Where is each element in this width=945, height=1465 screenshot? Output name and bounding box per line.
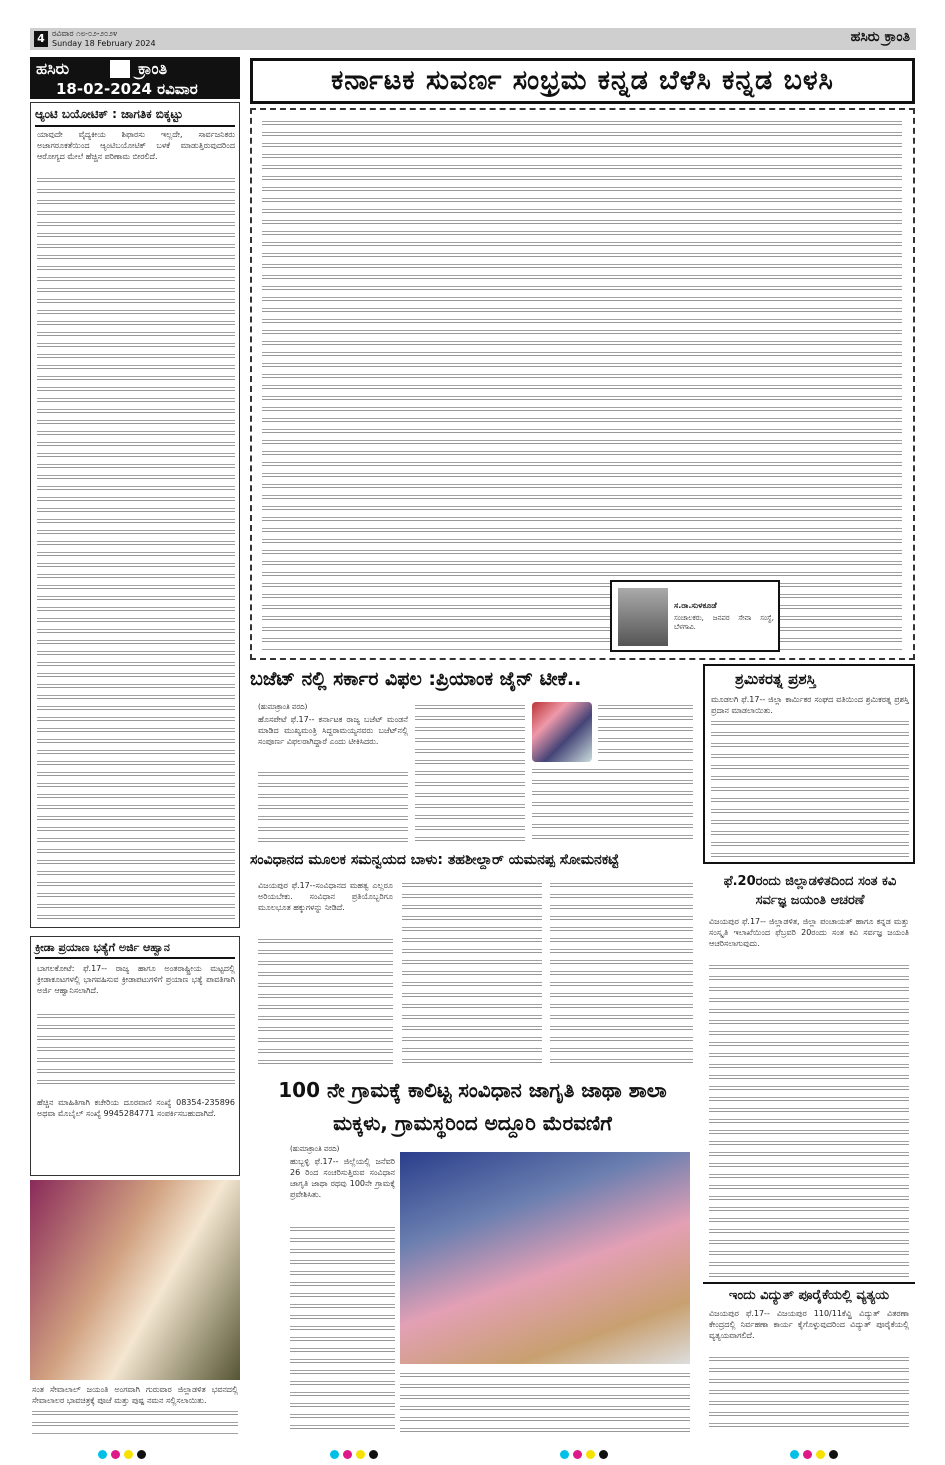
- feature-article-body: [262, 118, 902, 652]
- left-article-2: [30, 936, 240, 1176]
- date-line-english: Sunday 18 February 2024: [52, 39, 156, 48]
- gramam-article: [250, 1074, 695, 1439]
- left-article-1-lead: ಯಾವುದೇ ವೈದ್ಯಕೀಯ ಶಿಫಾರಸು ಇಲ್ಲದೇ, ಸಾರ್ವಜನಿಕರು ಅಜಾಗರೂಕತೆಯಿಂದ ಆ್ಯಂಟಿಬಯೋಟಿಕ್ ಬಳಕೆ ಮಾಡುತ್ತಿರುವುದರಿಂದ ಆರೋಗ್ಯದ ಮೇಲೆ ಹೆಚ್ಚಿನ ಪರಿಣಾಮ ಬೀರಲಿದೆ.: [37, 130, 235, 161]
- vidyut-body: [709, 1354, 909, 1434]
- page-number: 4: [34, 31, 48, 47]
- samvidhana-body-1: [258, 936, 393, 1064]
- left-article-2-lead: ಬಾಗಲಕೋಟೆ: ಫೆ.17-- ರಾಜ್ಯ ಹಾಗೂ ಅಂತರಾಷ್ಟ್ರೀಯ ಮಟ್ಟದಲ್ಲಿ ಕ್ರೀಡಾಕೂಟಗಳಲ್ಲಿ ಭಾಗವಹಿಸುವ ಕ್ರೀಡಾಪಟುಗಳಿಗೆ ಪ್ರಯಾಣ ಭತ್ಯೆ ಪಾವತಿಗಾಗಿ ಅರ್ಜಿ ಆಹ್ವಾನಿಸಲಾಗಿದೆ.: [37, 964, 235, 995]
- registration-dots-icon-2: [330, 1444, 382, 1463]
- shramik-title: ಶ್ರಮಿಕರತ್ನ ಪ್ರಶಸ್ತಿ: [735, 670, 816, 688]
- shramik-lead: ಮೂಡಲಗಿ ಫೆ.17-- ಜಿಲ್ಲಾ ಕಾರ್ಮಿಕರ ಸಂಘದ ವತಿಯಿಂದ ಶ್ರಮಿಕರತ್ನ ಪ್ರಶಸ್ತಿ ಪ್ರದಾನ ಮಾಡಲಾಯಿತು.: [711, 695, 909, 715]
- publication-name-right: ಹಸಿರು ಕ್ರಾಂತಿ: [850, 29, 910, 45]
- logo-emblem-icon: [110, 60, 130, 78]
- gramam-byline: (ಹುಮಾಕ್ರಾಂತಿ ವರದಿ): [290, 1145, 340, 1153]
- budget-body-2: [415, 702, 525, 844]
- vidyut-title: ಇಂದು ವಿದ್ಯುತ್ ಪೂರೈಕೆಯಲ್ಲಿ ವ್ಯತ್ಯಯ: [703, 1282, 915, 1303]
- samvidhana-body-3: [550, 880, 693, 1064]
- budget-body-4: [532, 766, 693, 844]
- left-article-2-title: ಕ್ರೀಡಾ ಪ್ರಯಾಣ ಭತ್ಯೆಗೆ ಅರ್ಜಿ ಆಹ್ವಾನ: [35, 941, 235, 959]
- left-article-2-contact: ಹೆಚ್ಚಿನ ಮಾಹಿತಿಗಾಗಿ ಕಚೇರಿಯ ದೂರವಾಣಿ ಸಂಖ್ಯೆ 08354-235896 ಅಥವಾ ಮೊಬೈಲ್ ಸಂಖ್ಯೆ 9945284771 ಸಂಪರ್ಕಿಸಬಹುದಾಗಿದೆ.: [37, 1098, 235, 1118]
- author-photo: [618, 588, 668, 646]
- shramik-article: [703, 664, 915, 864]
- samvidhana-lead: ವಿಜಯಪುರ ಫೆ.17--ಸಂವಿಧಾನದ ಮಹತ್ವ ಎಲ್ಲರೂ ಅರಿಯಬೇಕು. ಸಂವಿಧಾನ ಪ್ರತಿಯೊಬ್ಬರಿಗೂ ಮೂಲಭೂತ ಹಕ್ಕುಗಳನ್ನು ನೀಡಿದೆ.: [258, 881, 393, 912]
- author-role: ಸಂಚಾಲಕರು, ಜನಪರ ಸೇವಾ ಸಂಸ್ಥೆ, ಬೆಳಗಾವಿ.: [674, 614, 774, 631]
- left-article-2-body: [37, 1011, 235, 1091]
- samvidhana-headline: ಸಂವಿಧಾನದ ಮೂಲಕ ಸಮನ್ವಯದ ಬಾಳು: ತಹಶೀಲ್ದಾರ್ ಯಮನಪ್ಪ ಸೋಮನಕಟ್ಟೆ: [250, 852, 619, 868]
- vidyut-lead: ವಿಜಯಪುರ ಫೆ.17-- ವಿಜಯಪುರ 110/11ಕೆವ್ಹಿ ವಿದ್ಯುತ್ ವಿತರಣಾ ಕೇಂದ್ರದಲ್ಲಿ ನಿರ್ವಹಣಾ ಕಾರ್ಯ ಕೈಗೊಳ್ಳುವುದರಿಂದ ವಿದ್ಯುತ್ ಪೂರೈಕೆಯಲ್ಲಿ ವ್ಯತ್ಯಯವಾಗಲಿದೆ.: [709, 1309, 909, 1340]
- gramam-body-1: [290, 1224, 395, 1434]
- top-bar: [30, 28, 916, 50]
- gramam-body-2: [400, 1370, 690, 1434]
- author-name: ಸ.ರಾ.ಸುಳಕೂಡೆ: [674, 601, 717, 610]
- left-photo-caption: ಸಂತ ಸೇವಾಲಾಲ್ ಜಯಂತಿ ಅಂಗವಾಗಿ ಗುರುವಾರ ಜಿಲ್ಲಾಡಳಿತ ಭವನದಲ್ಲಿ ಸೇವಾಲಾಲರ ಭಾವಚಿತ್ರಕ್ಕೆ ಪೂಜೆ ಮತ್ತು ಪುಷ್ಪ ನಮನ ಸಲ್ಲಿಸಲಾಯಿತು.: [32, 1385, 238, 1405]
- budget-body-1: [258, 769, 408, 844]
- masthead-name-left: ಹಸಿರು: [36, 59, 70, 78]
- left-article-1-title: ಆ್ಯಂಟಿ ಬಯೋಟಿಕ್ : ಜಾಗತಿಕ ಬಿಕ್ಕಟ್ಟು: [35, 107, 235, 127]
- feb20-body: [709, 962, 909, 1278]
- masthead: [30, 57, 240, 99]
- feb20-lead: ವಿಜಯಪುರ ಫೆ.17-- ಜಿಲ್ಲಾಡಳಿತ, ಜಿಲ್ಲಾ ಪಂಚಾಯತ್ ಹಾಗೂ ಕನ್ನಡ ಮತ್ತು ಸಂಸ್ಕೃತಿ ಇಲಾಖೆಯಿಂದ ಫೆಬ್ರವರಿ 20ರಂದು ಸಂತ ಕವಿ ಸರ್ವಜ್ಞ ಜಯಂತಿ ಆಚರಿಸಲಾಗುವುದು.: [709, 917, 909, 948]
- masthead-date: 18-02-2024 ರವಿವಾರ: [56, 80, 198, 98]
- feb20-title: ಫೆ.20ರಂದು ಜಿಲ್ಲಾಡಳಿತದಿಂದ ಸಂತ ಕವಿ ಸರ್ವಜ್ಞ ಜಯಂತಿ ಆಚರಣೆ: [723, 874, 897, 908]
- registration-dots-icon-4: [790, 1444, 842, 1463]
- left-article-1: [30, 102, 240, 928]
- main-headline-box: [250, 58, 915, 104]
- left-photo-caption-more: [32, 1408, 238, 1436]
- samvidhana-article: [250, 852, 695, 1070]
- rally-photo: [400, 1152, 690, 1364]
- author-box: [610, 580, 780, 652]
- feature-article: [250, 108, 915, 660]
- registration-dots-icon-3: [560, 1444, 612, 1463]
- left-photo: [30, 1180, 240, 1380]
- budget-byline: (ಹುಮಾಕ್ರಾಂತಿ ವರದಿ): [258, 703, 308, 711]
- masthead-name-right: ಕ್ರಾಂತಿ: [138, 59, 168, 78]
- samvidhana-body-2: [402, 880, 542, 1064]
- date-line-kannada: ರವಿವಾರ ೧೮-೦೨-೨೦೨೪: [52, 29, 118, 38]
- gramam-headline: 100 ನೇ ಗ್ರಾಮಕ್ಕೆ ಕಾಲಿಟ್ಟ ಸಂವಿಧಾನ ಜಾಗೃತಿ ಜಾಥಾ ಶಾಲಾ ಮಕ್ಕಳು, ಗ್ರಾಮಸ್ಥರಿಂದ ಅದ್ದೂರಿ ಮೆರವಣಿಗೆ: [278, 1078, 667, 1135]
- speaker-photo: [532, 702, 592, 762]
- budget-body-3: [598, 702, 693, 762]
- gramam-lead: ಹುಬ್ಬಳ್ಳಿ ಫೆ.17-- ಜಿಲ್ಲೆಯಲ್ಲಿ ಜನೆವರಿ 26 ರಿಂದ ಸಂಚರಿಸುತ್ತಿರುವ ಸಂವಿಧಾನ ಜಾಗೃತಿ ಜಾಥಾ ರಥವು 100ನೇ ಗ್ರಾಮಕ್ಕೆ ಪ್ರವೇಶಿಸಿತು.: [290, 1157, 395, 1199]
- main-headline: ಕರ್ನಾಟಕ ಸುವರ್ಣ ಸಂಭ್ರಮ ಕನ್ನಡ ಬೆಳೆಸಿ ಕನ್ನಡ ಬಳಸಿ: [331, 65, 834, 96]
- left-article-1-body: [37, 175, 235, 921]
- budget-article: [250, 664, 695, 849]
- registration-dots-icon: [98, 1444, 150, 1463]
- feb20-article: [703, 868, 915, 1378]
- budget-lead: ಹೊಸಪೇಟೆ ಫೆ.17-- ಕರ್ನಾಟಕ ರಾಜ್ಯ ಬಜೆಟ್ ಮಂಡನೆ ಮಾಡಿದ ಮುಖ್ಯಮಂತ್ರಿ ಸಿದ್ದರಾಮಯ್ಯನವರು ಬಜೆಟ್‌ನಲ್ಲಿ ಸಂಪೂರ್ಣ ವಿಫಲರಾಗಿದ್ದಾರೆ ಎಂದು ಟೀಕಿಸಿದರು.: [258, 715, 408, 746]
- budget-headline: ಬಜೆಟ್ ನಲ್ಲಿ ಸರ್ಕಾರ ವಿಫಲ :ಪ್ರಿಯಾಂಕ ಜೈನ್ ಟೀಕೆ..: [250, 668, 582, 690]
- shramik-body: [711, 718, 909, 858]
